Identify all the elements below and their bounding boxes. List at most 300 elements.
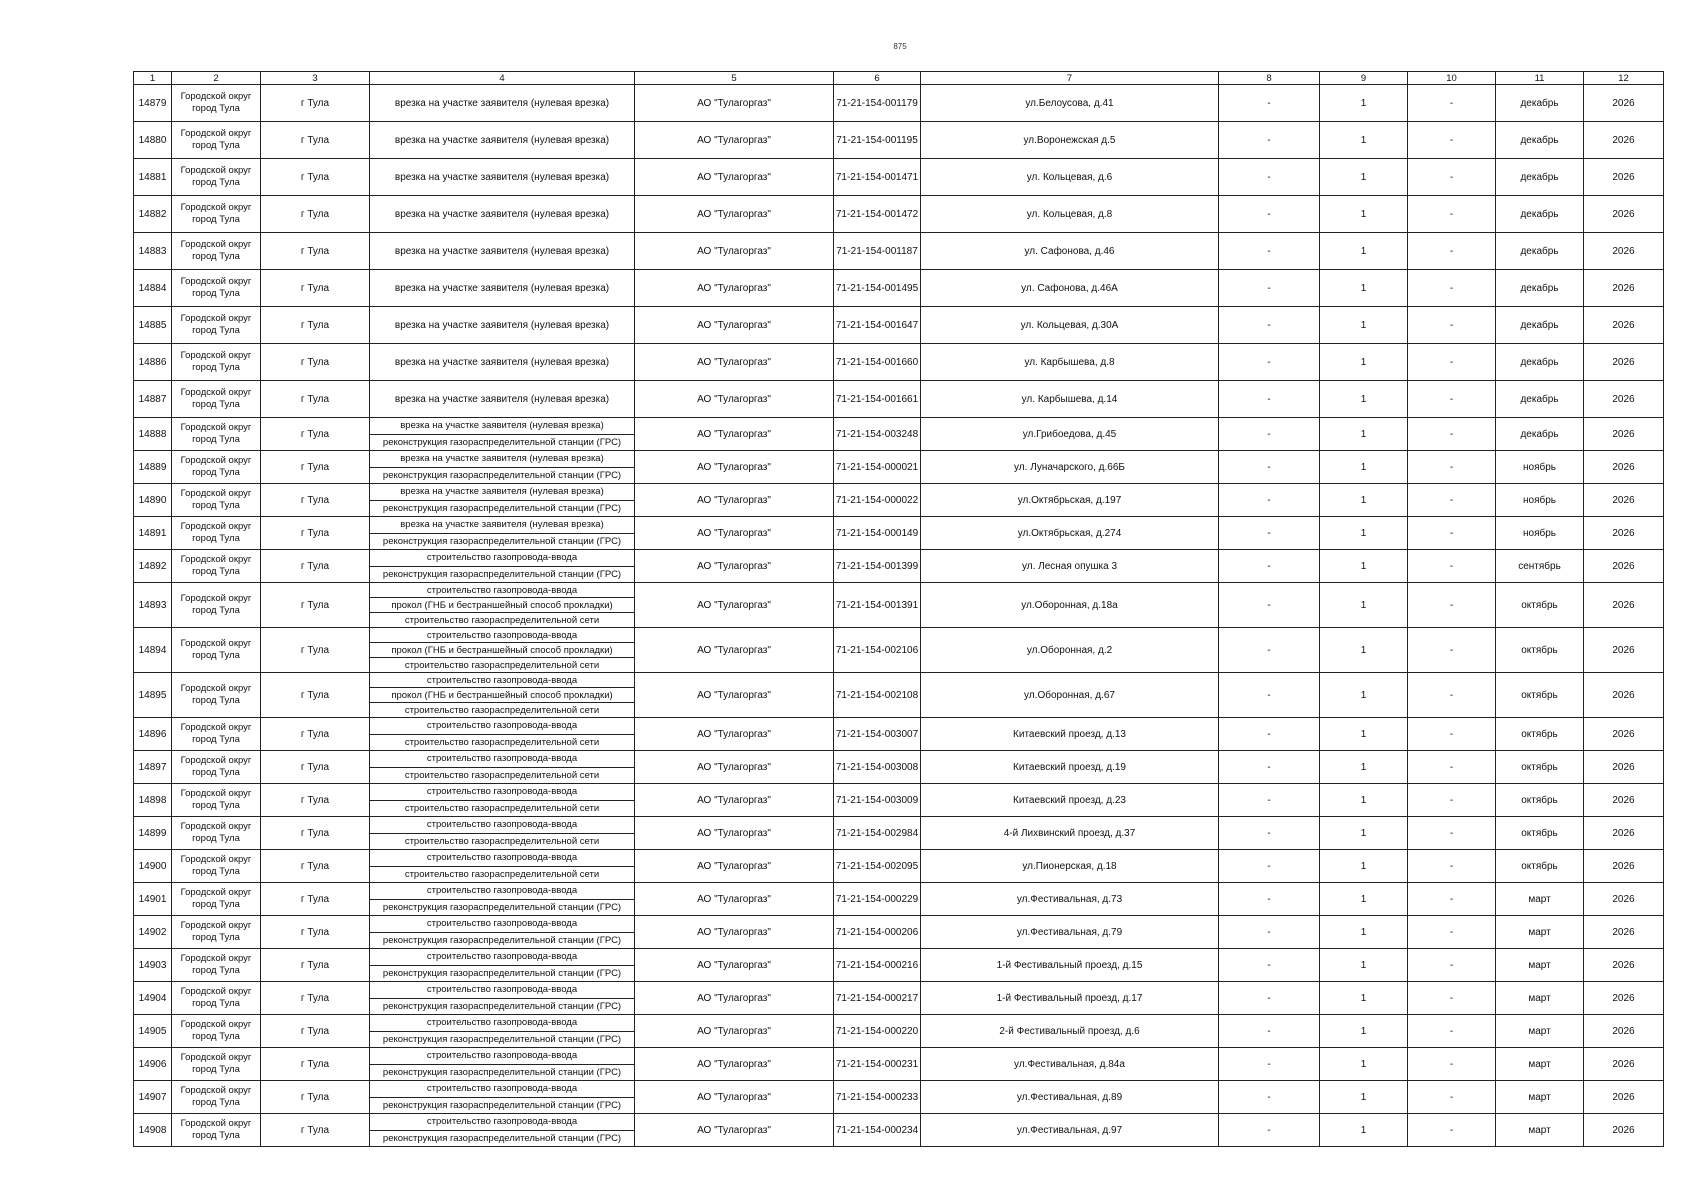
year-cell: 2026: [1584, 418, 1664, 451]
work-type-cell: [370, 418, 635, 451]
work-type-stack: [370, 451, 634, 483]
object-code-cell: 71-21-154-001495: [834, 270, 921, 307]
table-row: [134, 451, 1664, 484]
month-cell: декабрь: [1496, 196, 1584, 233]
object-code-cell: 71-21-154-000234: [834, 1114, 921, 1147]
district-cell: Городской округ город Тула: [172, 196, 261, 233]
work-type-line: строительство газопровода-ввода: [426, 951, 578, 963]
city-cell: г Тула: [261, 751, 370, 784]
month-cell: октябрь: [1496, 673, 1584, 718]
district-cell: Городской округ город Тула: [172, 1114, 261, 1147]
organization-cell: АО "Тулагоргаз": [635, 784, 834, 817]
quantity-cell: 1: [1320, 484, 1408, 517]
year-cell: 2026: [1584, 1114, 1664, 1147]
work-type-line: строительство газораспределительной сети: [370, 767, 634, 784]
quantity-cell: 1: [1320, 418, 1408, 451]
district-cell: Городской округ город Тула: [172, 159, 261, 196]
work-type-line: реконструкция газораспределительной станции (ГРС): [370, 998, 634, 1015]
table-row: [134, 307, 1664, 344]
work-type-stack: [370, 751, 634, 783]
city-cell: г Тула: [261, 451, 370, 484]
month-cell: декабрь: [1496, 122, 1584, 159]
row-number: 14899: [134, 817, 172, 850]
city-cell: г Тула: [261, 307, 370, 344]
table-row: [134, 484, 1664, 517]
work-type-stack: [370, 883, 634, 915]
organization-cell: АО "Тулагоргаз": [635, 85, 834, 122]
city-cell: г Тула: [261, 1114, 370, 1147]
city-cell: г Тула: [261, 817, 370, 850]
col-header-5: 5: [635, 72, 834, 85]
row-number: 14882: [134, 196, 172, 233]
object-code-cell: 71-21-154-003248: [834, 418, 921, 451]
month-cell: март: [1496, 982, 1584, 1015]
work-type-line: строительство газопровода-ввода: [426, 885, 578, 897]
city-cell: г Тула: [261, 982, 370, 1015]
work-type-cell: врезка на участке заявителя (нулевая врезка): [370, 122, 635, 159]
work-type-cell: [370, 718, 635, 751]
work-type-cell: [370, 916, 635, 949]
row-number: 14886: [134, 344, 172, 381]
month-cell: март: [1496, 1015, 1584, 1048]
work-type-line: реконструкция газораспределительной станции (ГРС): [370, 434, 634, 451]
year-cell: 2026: [1584, 196, 1664, 233]
district-cell: Городской округ город Тула: [172, 418, 261, 451]
object-code-cell: 71-21-154-001661: [834, 381, 921, 418]
month-cell: декабрь: [1496, 418, 1584, 451]
col10-cell: -: [1408, 1114, 1496, 1147]
col10-cell: -: [1408, 196, 1496, 233]
work-type-line: реконструкция газораспределительной станции (ГРС): [370, 1064, 634, 1081]
city-cell: г Тула: [261, 850, 370, 883]
address-cell: ул.Воронежская д.5: [921, 122, 1219, 159]
year-cell: 2026: [1584, 673, 1664, 718]
work-type-cell: [370, 583, 635, 628]
object-code-cell: 71-21-154-001391: [834, 583, 921, 628]
city-cell: г Тула: [261, 883, 370, 916]
work-type-line: строительство газопровода-ввода: [426, 786, 578, 798]
col-header-4: 4: [370, 72, 635, 85]
month-cell: март: [1496, 1048, 1584, 1081]
organization-cell: АО "Тулагоргаз": [635, 484, 834, 517]
work-type-line: строительство газопровода-ввода: [426, 1083, 578, 1095]
month-cell: декабрь: [1496, 344, 1584, 381]
table-row: [134, 628, 1664, 673]
row-number: 14907: [134, 1081, 172, 1114]
year-cell: 2026: [1584, 451, 1664, 484]
work-type-cell: [370, 1015, 635, 1048]
year-cell: 2026: [1584, 784, 1664, 817]
col-header-7: 7: [921, 72, 1219, 85]
district-cell: Городской округ город Тула: [172, 583, 261, 628]
work-type-line: строительство газораспределительной сети: [370, 702, 634, 717]
organization-cell: АО "Тулагоргаз": [635, 270, 834, 307]
address-cell: ул. Кольцевая, д.8: [921, 196, 1219, 233]
year-cell: 2026: [1584, 883, 1664, 916]
address-cell: ул.Грибоедова, д.45: [921, 418, 1219, 451]
col8-cell: -: [1219, 344, 1320, 381]
col10-cell: -: [1408, 1081, 1496, 1114]
month-cell: октябрь: [1496, 718, 1584, 751]
address-cell: ул.Оборонная, д.18а: [921, 583, 1219, 628]
work-type-line: строительство газораспределительной сети: [370, 734, 634, 751]
quantity-cell: 1: [1320, 550, 1408, 583]
work-type-cell: [370, 751, 635, 784]
col10-cell: -: [1408, 673, 1496, 718]
quantity-cell: 1: [1320, 451, 1408, 484]
month-cell: октябрь: [1496, 817, 1584, 850]
work-type-stack: [370, 718, 634, 750]
work-type-stack: [370, 583, 634, 627]
organization-cell: АО "Тулагоргаз": [635, 583, 834, 628]
district-cell: Городской округ город Тула: [172, 850, 261, 883]
work-type-cell: [370, 883, 635, 916]
month-cell: октябрь: [1496, 784, 1584, 817]
object-code-cell: 71-21-154-001472: [834, 196, 921, 233]
col8-cell: -: [1219, 550, 1320, 583]
city-cell: г Тула: [261, 916, 370, 949]
district-cell: Городской округ город Тула: [172, 949, 261, 982]
col10-cell: -: [1408, 159, 1496, 196]
row-number: 14908: [134, 1114, 172, 1147]
quantity-cell: 1: [1320, 850, 1408, 883]
row-number: 14894: [134, 628, 172, 673]
district-cell: Городской округ город Тула: [172, 85, 261, 122]
work-type-line: врезка на участке заявителя (нулевая врезка): [400, 420, 604, 432]
city-cell: г Тула: [261, 1015, 370, 1048]
table-row: [134, 233, 1664, 270]
row-number: 14891: [134, 517, 172, 550]
organization-cell: АО "Тулагоргаз": [635, 628, 834, 673]
work-type-line: строительство газораспределительной сети: [370, 800, 634, 817]
table-row: [134, 270, 1664, 307]
work-type-cell: [370, 850, 635, 883]
work-type-line: строительство газопровода-ввода: [426, 918, 578, 930]
row-number: 14902: [134, 916, 172, 949]
work-type-cell: [370, 1048, 635, 1081]
district-cell: Городской округ город Тула: [172, 673, 261, 718]
work-type-line: строительство газопровода-ввода: [426, 1017, 578, 1029]
table-row: [134, 344, 1664, 381]
city-cell: г Тула: [261, 517, 370, 550]
row-number: 14896: [134, 718, 172, 751]
col8-cell: -: [1219, 718, 1320, 751]
work-type-line: прокол (ГНБ и бестраншейный способ прокладки): [370, 642, 634, 657]
quantity-cell: 1: [1320, 628, 1408, 673]
object-code-cell: 71-21-154-000021: [834, 451, 921, 484]
organization-cell: АО "Тулагоргаз": [635, 949, 834, 982]
row-number: 14879: [134, 85, 172, 122]
quantity-cell: 1: [1320, 718, 1408, 751]
city-cell: г Тула: [261, 784, 370, 817]
work-type-line: строительство газопровода-ввода: [426, 1116, 578, 1128]
table-row: [134, 85, 1664, 122]
year-cell: 2026: [1584, 484, 1664, 517]
table-row: [134, 418, 1664, 451]
year-cell: 2026: [1584, 159, 1664, 196]
table-row: [134, 751, 1664, 784]
address-cell: ул. Кольцевая, д.30А: [921, 307, 1219, 344]
city-cell: г Тула: [261, 122, 370, 159]
district-cell: Городской округ город Тула: [172, 1015, 261, 1048]
year-cell: 2026: [1584, 850, 1664, 883]
col8-cell: -: [1219, 817, 1320, 850]
work-type-cell: [370, 949, 635, 982]
col-header-12: 12: [1584, 72, 1664, 85]
work-type-cell: врезка на участке заявителя (нулевая врезка): [370, 344, 635, 381]
object-code-cell: 71-21-154-000206: [834, 916, 921, 949]
work-type-stack: [370, 850, 634, 882]
district-cell: Городской округ город Тула: [172, 517, 261, 550]
object-code-cell: 71-21-154-003009: [834, 784, 921, 817]
col8-cell: -: [1219, 673, 1320, 718]
month-cell: март: [1496, 916, 1584, 949]
work-type-line: врезка на участке заявителя (нулевая врезка): [400, 519, 604, 531]
page-number: 875: [893, 42, 907, 51]
col8-cell: -: [1219, 196, 1320, 233]
col10-cell: -: [1408, 233, 1496, 270]
col10-cell: -: [1408, 550, 1496, 583]
object-code-cell: 71-21-154-001195: [834, 122, 921, 159]
city-cell: г Тула: [261, 233, 370, 270]
district-cell: Городской округ город Тула: [172, 1081, 261, 1114]
month-cell: октябрь: [1496, 850, 1584, 883]
header-row: [134, 72, 1664, 85]
month-cell: март: [1496, 1081, 1584, 1114]
year-cell: 2026: [1584, 751, 1664, 784]
work-type-cell: [370, 451, 635, 484]
organization-cell: АО "Тулагоргаз": [635, 418, 834, 451]
organization-cell: АО "Тулагоргаз": [635, 517, 834, 550]
work-type-stack: [370, 517, 634, 549]
object-code-cell: 71-21-154-000231: [834, 1048, 921, 1081]
address-cell: ул.Октябрьская, д.197: [921, 484, 1219, 517]
address-cell: ул.Фестивальная, д.89: [921, 1081, 1219, 1114]
month-cell: сентябрь: [1496, 550, 1584, 583]
quantity-cell: 1: [1320, 949, 1408, 982]
work-type-line: строительство газопровода-ввода: [426, 1050, 578, 1062]
organization-cell: АО "Тулагоргаз": [635, 451, 834, 484]
table-row: [134, 673, 1664, 718]
col8-cell: -: [1219, 85, 1320, 122]
district-cell: Городской округ город Тула: [172, 883, 261, 916]
row-number: 14905: [134, 1015, 172, 1048]
col8-cell: -: [1219, 784, 1320, 817]
organization-cell: АО "Тулагоргаз": [635, 673, 834, 718]
col10-cell: -: [1408, 583, 1496, 628]
work-type-stack: [370, 817, 634, 849]
organization-cell: АО "Тулагоргаз": [635, 1048, 834, 1081]
month-cell: ноябрь: [1496, 484, 1584, 517]
year-cell: 2026: [1584, 1048, 1664, 1081]
year-cell: 2026: [1584, 982, 1664, 1015]
col-header-11: 11: [1496, 72, 1584, 85]
table-row: [134, 1081, 1664, 1114]
work-type-cell: [370, 982, 635, 1015]
col10-cell: -: [1408, 517, 1496, 550]
address-cell: ул.Октябрьская, д.274: [921, 517, 1219, 550]
row-number: 14901: [134, 883, 172, 916]
work-type-line: реконструкция газораспределительной станции (ГРС): [370, 566, 634, 583]
district-cell: Городской округ город Тула: [172, 270, 261, 307]
address-cell: ул.Фестивальная, д.97: [921, 1114, 1219, 1147]
object-code-cell: 71-21-154-000022: [834, 484, 921, 517]
work-type-line: строительство газопровода-ввода: [426, 984, 578, 996]
object-code-cell: 71-21-154-003007: [834, 718, 921, 751]
organization-cell: АО "Тулагоргаз": [635, 159, 834, 196]
city-cell: г Тула: [261, 270, 370, 307]
work-type-line: строительство газопровода-ввода: [426, 819, 578, 831]
city-cell: г Тула: [261, 381, 370, 418]
table-body: [134, 85, 1664, 1147]
district-cell: Городской округ город Тула: [172, 628, 261, 673]
month-cell: март: [1496, 1114, 1584, 1147]
year-cell: 2026: [1584, 270, 1664, 307]
quantity-cell: 1: [1320, 381, 1408, 418]
address-cell: ул. Лесная опушка 3: [921, 550, 1219, 583]
district-cell: Городской округ город Тула: [172, 916, 261, 949]
organization-cell: АО "Тулагоргаз": [635, 850, 834, 883]
year-cell: 2026: [1584, 381, 1664, 418]
col10-cell: -: [1408, 381, 1496, 418]
city-cell: г Тула: [261, 344, 370, 381]
work-type-line: реконструкция газораспределительной станции (ГРС): [370, 533, 634, 550]
row-number: 14883: [134, 233, 172, 270]
city-cell: г Тула: [261, 159, 370, 196]
col8-cell: -: [1219, 1114, 1320, 1147]
col8-cell: -: [1219, 628, 1320, 673]
quantity-cell: 1: [1320, 344, 1408, 381]
col10-cell: -: [1408, 817, 1496, 850]
row-number: 14900: [134, 850, 172, 883]
quantity-cell: 1: [1320, 673, 1408, 718]
table-row: [134, 1114, 1664, 1147]
quantity-cell: 1: [1320, 883, 1408, 916]
row-number: 14890: [134, 484, 172, 517]
row-number: 14884: [134, 270, 172, 307]
table-row: [134, 718, 1664, 751]
col8-cell: -: [1219, 850, 1320, 883]
col10-cell: -: [1408, 1048, 1496, 1081]
address-cell: ул.Фестивальная, д.79: [921, 916, 1219, 949]
organization-cell: АО "Тулагоргаз": [635, 817, 834, 850]
quantity-cell: 1: [1320, 916, 1408, 949]
work-type-cell: [370, 673, 635, 718]
work-type-stack: [370, 673, 634, 717]
quantity-cell: 1: [1320, 1081, 1408, 1114]
year-cell: 2026: [1584, 517, 1664, 550]
organization-cell: АО "Тулагоргаз": [635, 344, 834, 381]
work-type-cell: [370, 484, 635, 517]
work-type-cell: [370, 628, 635, 673]
address-cell: ул.Оборонная, д.67: [921, 673, 1219, 718]
col8-cell: -: [1219, 484, 1320, 517]
table-row: [134, 122, 1664, 159]
work-type-line: врезка на участке заявителя (нулевая врезка): [400, 486, 604, 498]
month-cell: декабрь: [1496, 381, 1584, 418]
work-type-line: строительство газопровода-ввода: [426, 753, 578, 765]
work-type-stack: [370, 949, 634, 981]
address-cell: 2-й Фестивальный проезд, д.6: [921, 1015, 1219, 1048]
year-cell: 2026: [1584, 550, 1664, 583]
district-cell: Городской округ город Тула: [172, 307, 261, 344]
work-type-line: реконструкция газораспределительной станции (ГРС): [370, 1130, 634, 1147]
work-type-stack: [370, 1081, 634, 1113]
work-type-line: прокол (ГНБ и бестраншейный способ прокладки): [370, 597, 634, 612]
district-cell: Городской округ город Тула: [172, 817, 261, 850]
work-type-line: строительство газораспределительной сети: [370, 657, 634, 672]
col10-cell: -: [1408, 484, 1496, 517]
col-header-3: 3: [261, 72, 370, 85]
address-cell: ул.Фестивальная, д.84а: [921, 1048, 1219, 1081]
organization-cell: АО "Тулагоргаз": [635, 1015, 834, 1048]
organization-cell: АО "Тулагоргаз": [635, 307, 834, 344]
table-row: [134, 159, 1664, 196]
col10-cell: -: [1408, 784, 1496, 817]
table-row: [134, 817, 1664, 850]
district-cell: Городской округ город Тула: [172, 484, 261, 517]
month-cell: октябрь: [1496, 751, 1584, 784]
year-cell: 2026: [1584, 817, 1664, 850]
organization-cell: АО "Тулагоргаз": [635, 122, 834, 159]
row-number: 14906: [134, 1048, 172, 1081]
organization-cell: АО "Тулагоргаз": [635, 1114, 834, 1147]
object-code-cell: 71-21-154-003008: [834, 751, 921, 784]
object-code-cell: 71-21-154-001399: [834, 550, 921, 583]
work-type-line: строительство газораспределительной сети: [370, 866, 634, 883]
row-number: 14893: [134, 583, 172, 628]
work-type-stack: [370, 982, 634, 1014]
district-cell: Городской округ город Тула: [172, 233, 261, 270]
col-header-8: 8: [1219, 72, 1320, 85]
row-number: 14885: [134, 307, 172, 344]
table-row: [134, 196, 1664, 233]
work-type-cell: [370, 784, 635, 817]
table-row: [134, 550, 1664, 583]
quantity-cell: 1: [1320, 1048, 1408, 1081]
address-cell: 4-й Лихвинский проезд, д.37: [921, 817, 1219, 850]
work-type-stack: [370, 550, 634, 582]
col8-cell: -: [1219, 751, 1320, 784]
address-cell: ул. Карбышева, д.14: [921, 381, 1219, 418]
table-row: [134, 850, 1664, 883]
row-number: 14889: [134, 451, 172, 484]
year-cell: 2026: [1584, 949, 1664, 982]
organization-cell: АО "Тулагоргаз": [635, 381, 834, 418]
address-cell: ул.Белоусова, д.41: [921, 85, 1219, 122]
row-number: 14881: [134, 159, 172, 196]
work-type-stack: [370, 1114, 634, 1146]
object-code-cell: 71-21-154-001187: [834, 233, 921, 270]
table-row: [134, 1048, 1664, 1081]
organization-cell: АО "Тулагоргаз": [635, 883, 834, 916]
city-cell: г Тула: [261, 484, 370, 517]
quantity-cell: 1: [1320, 270, 1408, 307]
col10-cell: -: [1408, 451, 1496, 484]
year-cell: 2026: [1584, 916, 1664, 949]
city-cell: г Тула: [261, 583, 370, 628]
work-type-cell: врезка на участке заявителя (нулевая врезка): [370, 233, 635, 270]
year-cell: 2026: [1584, 1015, 1664, 1048]
col10-cell: -: [1408, 949, 1496, 982]
col10-cell: -: [1408, 270, 1496, 307]
address-cell: Китаевский проезд, д.23: [921, 784, 1219, 817]
table-row: [134, 784, 1664, 817]
col10-cell: -: [1408, 1015, 1496, 1048]
work-type-cell: врезка на участке заявителя (нулевая врезка): [370, 196, 635, 233]
col8-cell: -: [1219, 270, 1320, 307]
organization-cell: АО "Тулагоргаз": [635, 196, 834, 233]
